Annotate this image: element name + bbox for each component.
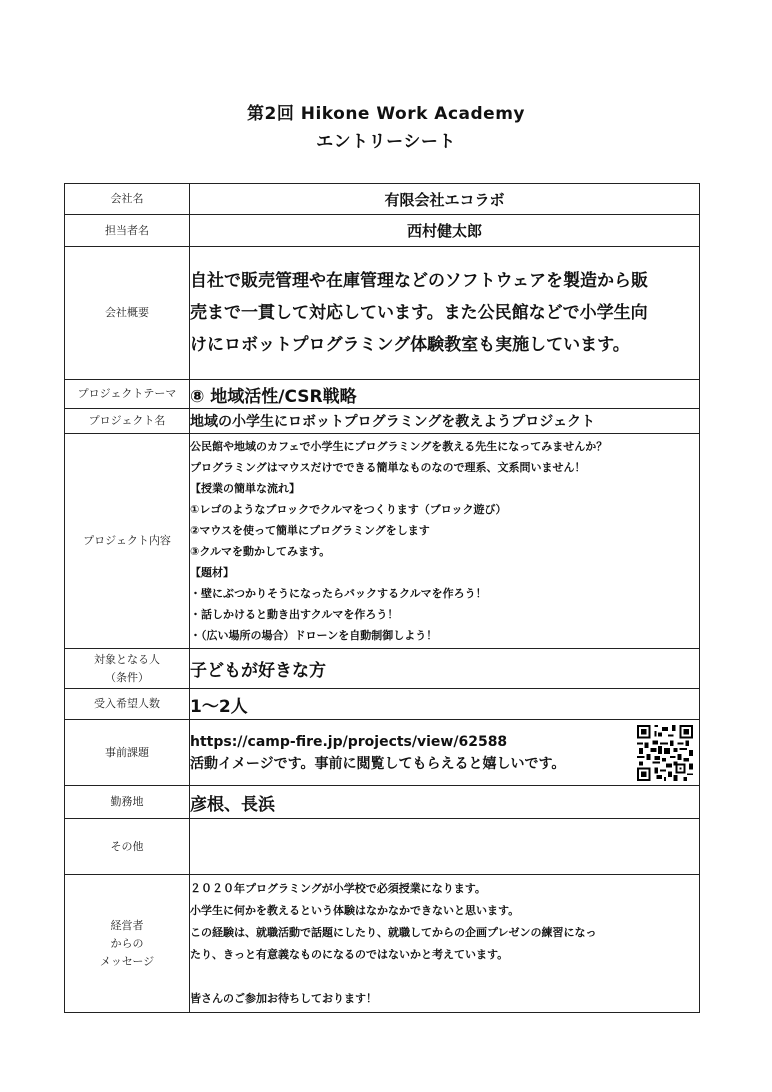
entry-sheet-table: [64, 183, 700, 1013]
document-subtitle: エントリーシート: [316, 132, 456, 152]
row-theme: [65, 380, 700, 409]
value-project-name: 地域の小学生にロボットプログラミングを教えようプロジェクト: [190, 409, 700, 434]
label-other: その他: [65, 819, 190, 875]
content-line: ・壁にぶつかりそうになったらバックするクルマを作ろう！: [190, 587, 487, 600]
overview-line: 売まで一貫して対応しています。また公民館などで小学生向: [190, 303, 648, 323]
message-line: ２０２０年プログラミングが小学校で必須授業になります。: [190, 881, 486, 895]
label-message-line: からの: [110, 936, 144, 950]
label-location: 勤務地: [65, 786, 190, 819]
value-project-content: [190, 434, 700, 649]
overview-line: けにロボットプログラミング体験教室も実施しています。: [190, 335, 630, 355]
pre-task-note: 活動イメージです。事前に閲覧してもらえると嬉しいです。: [190, 755, 566, 772]
pre-task-url[interactable]: https://camp-fire.jp/projects/view/62588: [190, 733, 508, 750]
label-overview: 会社概要: [65, 247, 190, 380]
row-headcount: [65, 689, 700, 720]
overview-line: 自社で販売管理や在庫管理などのソフトウェアを製造から販: [190, 271, 648, 291]
label-target-condition: （条件）: [105, 670, 149, 684]
value-target: 子どもが好きな方: [190, 649, 700, 689]
row-overview: [65, 247, 700, 380]
content-line: ①レゴのようなブロックでクルマをつくります（ブロック遊び）: [190, 503, 507, 516]
content-line: 【題材】: [190, 566, 234, 579]
content-line: ③クルマを動かしてみます。: [190, 545, 331, 558]
value-location: 彦根、長浜: [190, 786, 700, 819]
value-headcount: 1〜2人: [190, 689, 700, 720]
qr-code-icon: [637, 725, 693, 781]
message-line: たり、きっと有意義なものになるのではないかと考えています。: [190, 947, 509, 961]
row-other: [65, 819, 700, 875]
label-target-line: 対象となる人: [94, 652, 160, 666]
label-message-line: 経営者: [110, 918, 144, 932]
label-project-name: プロジェクト名: [65, 409, 190, 434]
content-line: 【授業の簡単な流れ】: [190, 482, 300, 495]
label-company: 会社名: [65, 184, 190, 215]
label-message-line: メッセージ: [99, 954, 155, 968]
row-target: [65, 649, 700, 689]
value-contact: 西村健太郎: [190, 215, 700, 247]
content-line: ・話しかけると動き出すクルマを作ろう！: [190, 608, 399, 621]
label-target: [65, 649, 190, 689]
message-line: この経験は、就職活動で話題にしたり、就職してからの企画プレゼンの練習になっ: [190, 925, 597, 939]
content-line: プログラミングはマウスだけでできる簡単なものなので理系、文系問いません！: [190, 461, 586, 474]
document-header: [0, 100, 772, 156]
content-line: 公民館や地域のカフェで小学生にプログラミングを教える先生になってみませんか？: [190, 440, 608, 453]
content-line: ②マウスを使って簡単にプログラミングをします: [190, 524, 430, 537]
value-overview: [190, 247, 700, 380]
message-closing: 皆さんのご参加お待ちしております！: [190, 991, 377, 1005]
row-company: [65, 184, 700, 215]
value-pre-task: [190, 720, 700, 786]
row-project-name: [65, 409, 700, 434]
label-pre-task: 事前課題: [65, 720, 190, 786]
value-company: 有限会社エコラボ: [190, 184, 700, 215]
value-other: [190, 819, 700, 875]
value-message: [190, 875, 700, 1013]
label-theme: プロジェクトテーマ: [65, 380, 190, 409]
row-pre-task: [65, 720, 700, 786]
row-message: [65, 875, 700, 1013]
value-theme: ⑧ 地域活性/CSR戦略: [190, 380, 700, 409]
content-line: ・（広い場所の場合）ドローンを自動制御しよう！: [190, 629, 438, 642]
row-location: [65, 786, 700, 819]
row-contact: [65, 215, 700, 247]
label-project-content: プロジェクト内容: [65, 434, 190, 649]
label-contact: 担当者名: [65, 215, 190, 247]
label-headcount: 受入希望人数: [65, 689, 190, 720]
document-title: 第2回 Hikone Work Academy: [246, 104, 525, 124]
message-line: 小学生に何かを教えるという体験はなかなかできないと思います。: [190, 903, 520, 917]
row-project-content: [65, 434, 700, 649]
label-message: [65, 875, 190, 1013]
